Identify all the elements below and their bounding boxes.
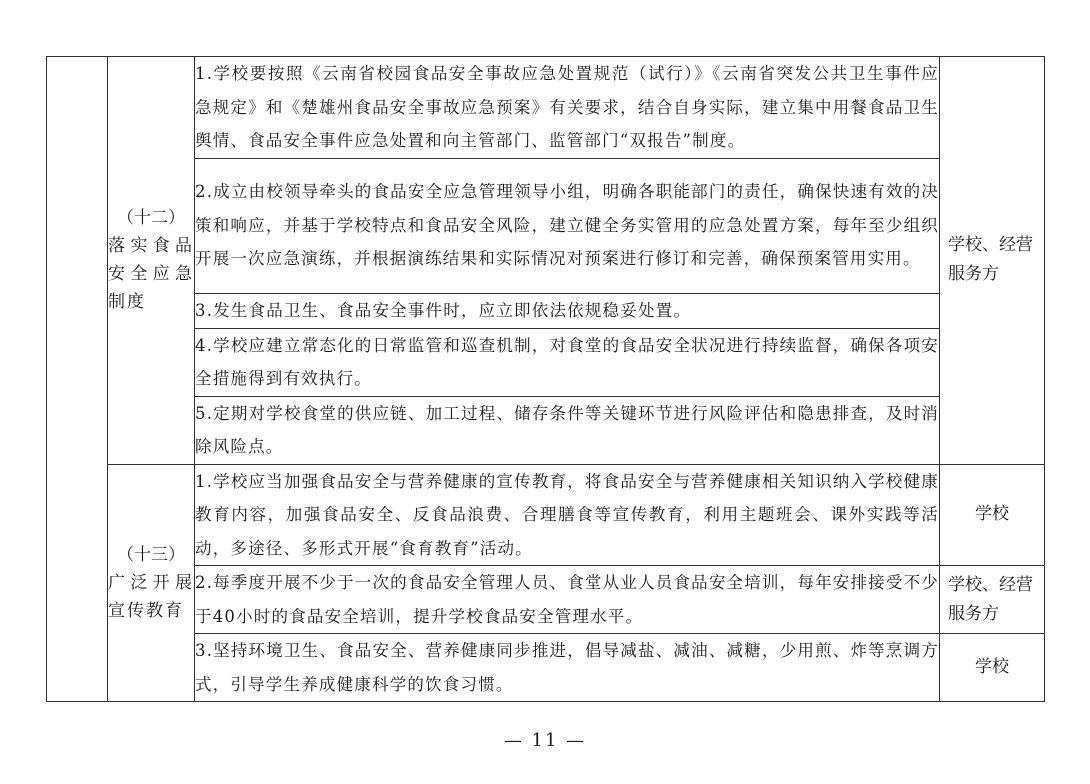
measure-item: 3.发生食品卫生、食品安全事件时，应立即依法依规稳妥处置。 [195,293,940,328]
measure-item: 2.每季度开展不少于一次的食品安全管理人员、食堂从业人员食品安全培训，每年安排接受不少于40小时的食品安全培训，提升学校食品安全管理水平。 [195,566,940,634]
measures-table [46,56,1045,702]
category-number: （十二） [117,208,185,229]
category-cell-12 [108,57,195,465]
responsible-party: 学校、经营服务方 [940,57,1045,465]
measure-item: 2.成立由校领导牵头的食品安全应急管理领导小组，明确各职能部门的责任，确保快速有效的决策和响应，并基于学校特点和食品安全风险，建立健全务实管用的应急处置方案，每年至少组织开展一次应急演练，并根据演练结果和实际情况对预案进行修订和完善，确保预案管用实用。 [195,158,940,293]
table-row [47,158,1045,293]
page-number: — 11 — [503,730,587,751]
table-row [47,293,1045,328]
measure-item: 1.学校应当加强食品安全与营养健康的宣传教育，将食品安全与营养健康相关知识纳入学校健康教育内容，加强食品安全、反食品浪费、合理膳食等宣传教育，利用主题班会、课外实践等活动，多途径、多形式开展“食育教育”活动。 [195,464,940,566]
category-number: （十三） [117,544,185,565]
table-row [47,328,1045,396]
measure-item: 4.学校应建立常态化的日常监管和巡查机制，对食堂的食品安全状况进行持续监督，确保各项安全措施得到有效执行。 [195,328,940,396]
category-cell-13 [108,464,195,702]
measure-item: 5.定期对学校食堂的供应链、加工过程、储存条件等关键环节进行风险评估和隐患排查，及时消除风险点。 [195,396,940,464]
measure-item: 1.学校要按照《云南省校园食品安全事故应急处置规范（试行）》《云南省突发公共卫生事件应急规定》和《楚雄州食品安全事故应急预案》有关要求，结合自身实际，建立集中用餐食品卫生舆情、食品安全事件应急处置和向主管部门、监管部门“双报告”制度。 [195,57,940,159]
table-row [47,396,1045,464]
responsible-party: 学校 [940,464,1045,566]
table-row [47,566,1045,634]
measure-item: 3.坚持环境卫生、食品安全、营养健康同步推进，倡导减盐、减油、减糖，少用煎、炸等烹调方式，引导学生养成健康科学的饮食习惯。 [195,634,940,702]
category-title: 落实食品安全应急制度 [108,236,194,313]
table-row [47,634,1045,702]
responsible-party: 学校 [940,634,1045,702]
responsible-party: 学校、经营服务方 [940,566,1045,634]
category-title: 广泛开展宣传教育 [108,572,194,621]
parent-category-cell [47,57,108,702]
table-row [47,464,1045,566]
table-row [47,57,1045,159]
